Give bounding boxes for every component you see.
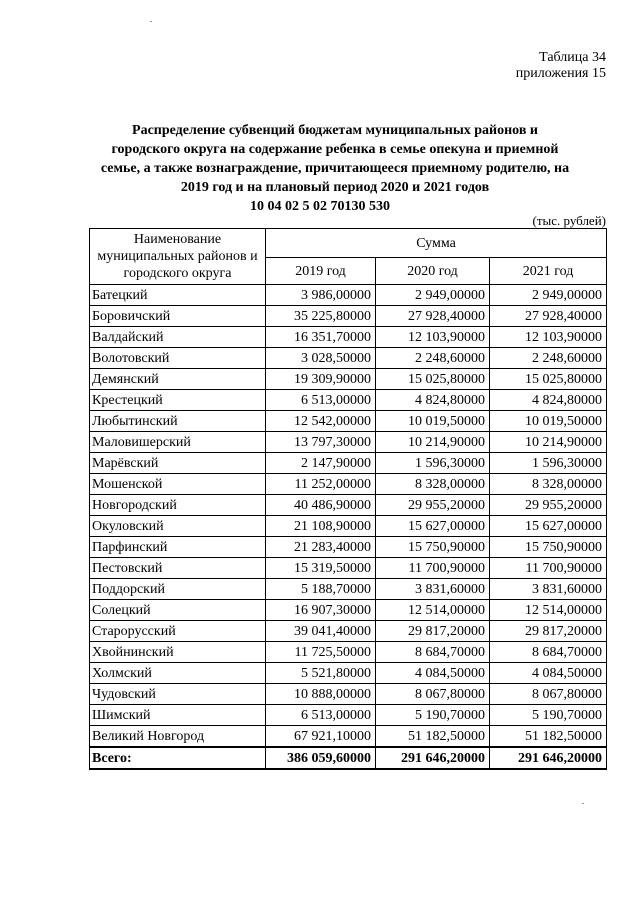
amount-2021-cell: 10 019,50000 xyxy=(490,411,607,432)
amount-2019-cell: 40 486,90000 xyxy=(266,495,376,516)
amount-2020-cell: 5 190,70000 xyxy=(376,705,490,726)
total-row xyxy=(90,747,607,769)
amount-2021-cell: 2 248,60000 xyxy=(490,348,607,369)
table-row xyxy=(90,369,607,390)
subvention-table xyxy=(89,228,607,770)
amount-2020-cell: 11 700,90000 xyxy=(376,558,490,579)
table-reference-note xyxy=(516,50,606,82)
district-name-cell: Парфинский xyxy=(90,537,266,558)
table-row xyxy=(90,306,607,327)
amount-2019-cell: 5 188,70000 xyxy=(266,579,376,600)
amount-2021-cell: 1 596,30000 xyxy=(490,453,607,474)
amount-2021-cell: 8 067,80000 xyxy=(490,684,607,705)
table-row xyxy=(90,726,607,748)
table-row xyxy=(90,453,607,474)
header-year-2019: 2019 год xyxy=(266,258,376,285)
amount-2020-cell: 51 182,50000 xyxy=(376,726,490,748)
amount-2021-cell: 12 514,00000 xyxy=(490,600,607,621)
amount-2020-cell: 8 067,80000 xyxy=(376,684,490,705)
table-row xyxy=(90,558,607,579)
amount-2020-cell: 10 019,50000 xyxy=(376,411,490,432)
amount-2021-cell: 51 182,50000 xyxy=(490,726,607,748)
table-row xyxy=(90,516,607,537)
amount-2020-cell: 4 824,80000 xyxy=(376,390,490,411)
district-name-cell: Любытинский xyxy=(90,411,266,432)
table-row xyxy=(90,348,607,369)
amount-2019-cell: 19 309,90000 xyxy=(266,369,376,390)
header-sum: Сумма xyxy=(266,229,607,258)
amount-2021-cell: 4 824,80000 xyxy=(490,390,607,411)
amount-2020-cell: 27 928,40000 xyxy=(376,306,490,327)
scan-speck xyxy=(582,803,584,804)
amount-2020-cell: 29 955,20000 xyxy=(376,495,490,516)
amount-2021-cell: 15 750,90000 xyxy=(490,537,607,558)
units-label: (тыс. рублей) xyxy=(532,213,606,228)
amount-2019-cell: 5 521,80000 xyxy=(266,663,376,684)
district-name-cell: Шимский xyxy=(90,705,266,726)
table-row xyxy=(90,705,607,726)
district-name-cell: Пестовский xyxy=(90,558,266,579)
district-name-cell: Демянский xyxy=(90,369,266,390)
amount-2021-cell: 15 627,00000 xyxy=(490,516,607,537)
amount-2020-cell: 1 596,30000 xyxy=(376,453,490,474)
amount-2019-cell: 13 797,30000 xyxy=(266,432,376,453)
table-row xyxy=(90,579,607,600)
table-row xyxy=(90,474,607,495)
table-number: Таблица 34 xyxy=(539,50,606,65)
amount-2021-cell: 8 328,00000 xyxy=(490,474,607,495)
amount-2020-cell: 10 214,90000 xyxy=(376,432,490,453)
amount-2019-cell: 6 513,00000 xyxy=(266,705,376,726)
district-name-cell: Маловишерский xyxy=(90,432,266,453)
amount-2020-cell: 12 103,90000 xyxy=(376,327,490,348)
amount-2019-cell: 16 351,70000 xyxy=(266,327,376,348)
amount-2021-cell: 15 025,80000 xyxy=(490,369,607,390)
total-label-cell: Всего: xyxy=(90,747,266,769)
district-name-cell: Волотовский xyxy=(90,348,266,369)
amount-2020-cell: 12 514,00000 xyxy=(376,600,490,621)
amount-2021-cell: 8 684,70000 xyxy=(490,642,607,663)
district-name-cell: Валдайский xyxy=(90,327,266,348)
district-name-cell: Солецкий xyxy=(90,600,266,621)
table-row xyxy=(90,642,607,663)
amount-2020-cell: 3 831,60000 xyxy=(376,579,490,600)
district-name-cell: Марёвский xyxy=(90,453,266,474)
district-name-cell: Боровичский xyxy=(90,306,266,327)
amount-2020-cell: 15 627,00000 xyxy=(376,516,490,537)
amount-2021-cell: 27 928,40000 xyxy=(490,306,607,327)
table-row xyxy=(90,285,607,306)
amount-2021-cell: 29 955,20000 xyxy=(490,495,607,516)
amount-2019-cell: 11 725,50000 xyxy=(266,642,376,663)
amount-2019-cell: 15 319,50000 xyxy=(266,558,376,579)
total-2021-cell: 291 646,20000 xyxy=(490,747,607,769)
amount-2021-cell: 10 214,90000 xyxy=(490,432,607,453)
total-2019-cell: 386 059,60000 xyxy=(266,747,376,769)
table-row xyxy=(90,327,607,348)
amount-2021-cell: 5 190,70000 xyxy=(490,705,607,726)
amount-2021-cell: 3 831,60000 xyxy=(490,579,607,600)
table-row xyxy=(90,600,607,621)
district-name-cell: Новгородский xyxy=(90,495,266,516)
amount-2019-cell: 3 028,50000 xyxy=(266,348,376,369)
amount-2019-cell: 39 041,40000 xyxy=(266,621,376,642)
amount-2020-cell: 29 817,20000 xyxy=(376,621,490,642)
header-year-2021: 2021 год xyxy=(490,258,607,285)
amount-2020-cell: 8 684,70000 xyxy=(376,642,490,663)
amount-2019-cell: 10 888,00000 xyxy=(266,684,376,705)
district-name-cell: Мошенской xyxy=(90,474,266,495)
table-row xyxy=(90,495,607,516)
table-row xyxy=(90,390,607,411)
district-name-cell: Великий Новгород xyxy=(90,726,266,748)
amount-2020-cell: 8 328,00000 xyxy=(376,474,490,495)
amount-2019-cell: 21 283,40000 xyxy=(266,537,376,558)
amount-2020-cell: 2 949,00000 xyxy=(376,285,490,306)
amount-2020-cell: 2 248,60000 xyxy=(376,348,490,369)
total-2020-cell: 291 646,20000 xyxy=(376,747,490,769)
amount-2020-cell: 15 750,90000 xyxy=(376,537,490,558)
amount-2019-cell: 6 513,00000 xyxy=(266,390,376,411)
amount-2019-cell: 11 252,00000 xyxy=(266,474,376,495)
appendix-number: приложения 15 xyxy=(515,66,606,81)
district-name-cell: Чудовский xyxy=(90,684,266,705)
amount-2019-cell: 12 542,00000 xyxy=(266,411,376,432)
district-name-cell: Батецкий xyxy=(90,285,266,306)
amount-2019-cell: 35 225,80000 xyxy=(266,306,376,327)
amount-2019-cell: 3 986,00000 xyxy=(266,285,376,306)
table-row xyxy=(90,621,607,642)
amount-2019-cell: 67 921,10000 xyxy=(266,726,376,748)
district-name-cell: Поддорский xyxy=(90,579,266,600)
amount-2021-cell: 4 084,50000 xyxy=(490,663,607,684)
scan-speck xyxy=(150,21,152,22)
table-row xyxy=(90,663,607,684)
district-name-cell: Крестецкий xyxy=(90,390,266,411)
document-title: Распределение субвенций бюджетам муниципальных районов и городского округа на содержание ребенка в семье опекуна и приемной семье, а также вознаграждение, причитающееся приемному родителю, на 2019 год и на плановый период 2020 и 2021 годов xyxy=(100,123,570,195)
district-name-cell: Окуловский xyxy=(90,516,266,537)
amount-2021-cell: 2 949,00000 xyxy=(490,285,607,306)
amount-2020-cell: 15 025,80000 xyxy=(376,369,490,390)
table-row xyxy=(90,411,607,432)
table-row xyxy=(90,537,607,558)
district-name-cell: Хвойнинский xyxy=(90,642,266,663)
amount-2021-cell: 12 103,90000 xyxy=(490,327,607,348)
amount-2019-cell: 2 147,90000 xyxy=(266,453,376,474)
amount-2019-cell: 16 907,30000 xyxy=(266,600,376,621)
amount-2021-cell: 29 817,20000 xyxy=(490,621,607,642)
table-row xyxy=(90,684,607,705)
table-body xyxy=(90,285,607,770)
amount-2021-cell: 11 700,90000 xyxy=(490,558,607,579)
district-name-cell: Холмский xyxy=(90,663,266,684)
table-row xyxy=(90,432,607,453)
amount-2020-cell: 4 084,50000 xyxy=(376,663,490,684)
header-year-2020: 2020 год xyxy=(376,258,490,285)
budget-classification-code: 10 04 02 5 02 70130 530 xyxy=(250,199,390,214)
header-name: Наименование муниципальных районов и городского округа xyxy=(90,229,266,285)
district-name-cell: Старорусский xyxy=(90,621,266,642)
amount-2019-cell: 21 108,90000 xyxy=(266,516,376,537)
